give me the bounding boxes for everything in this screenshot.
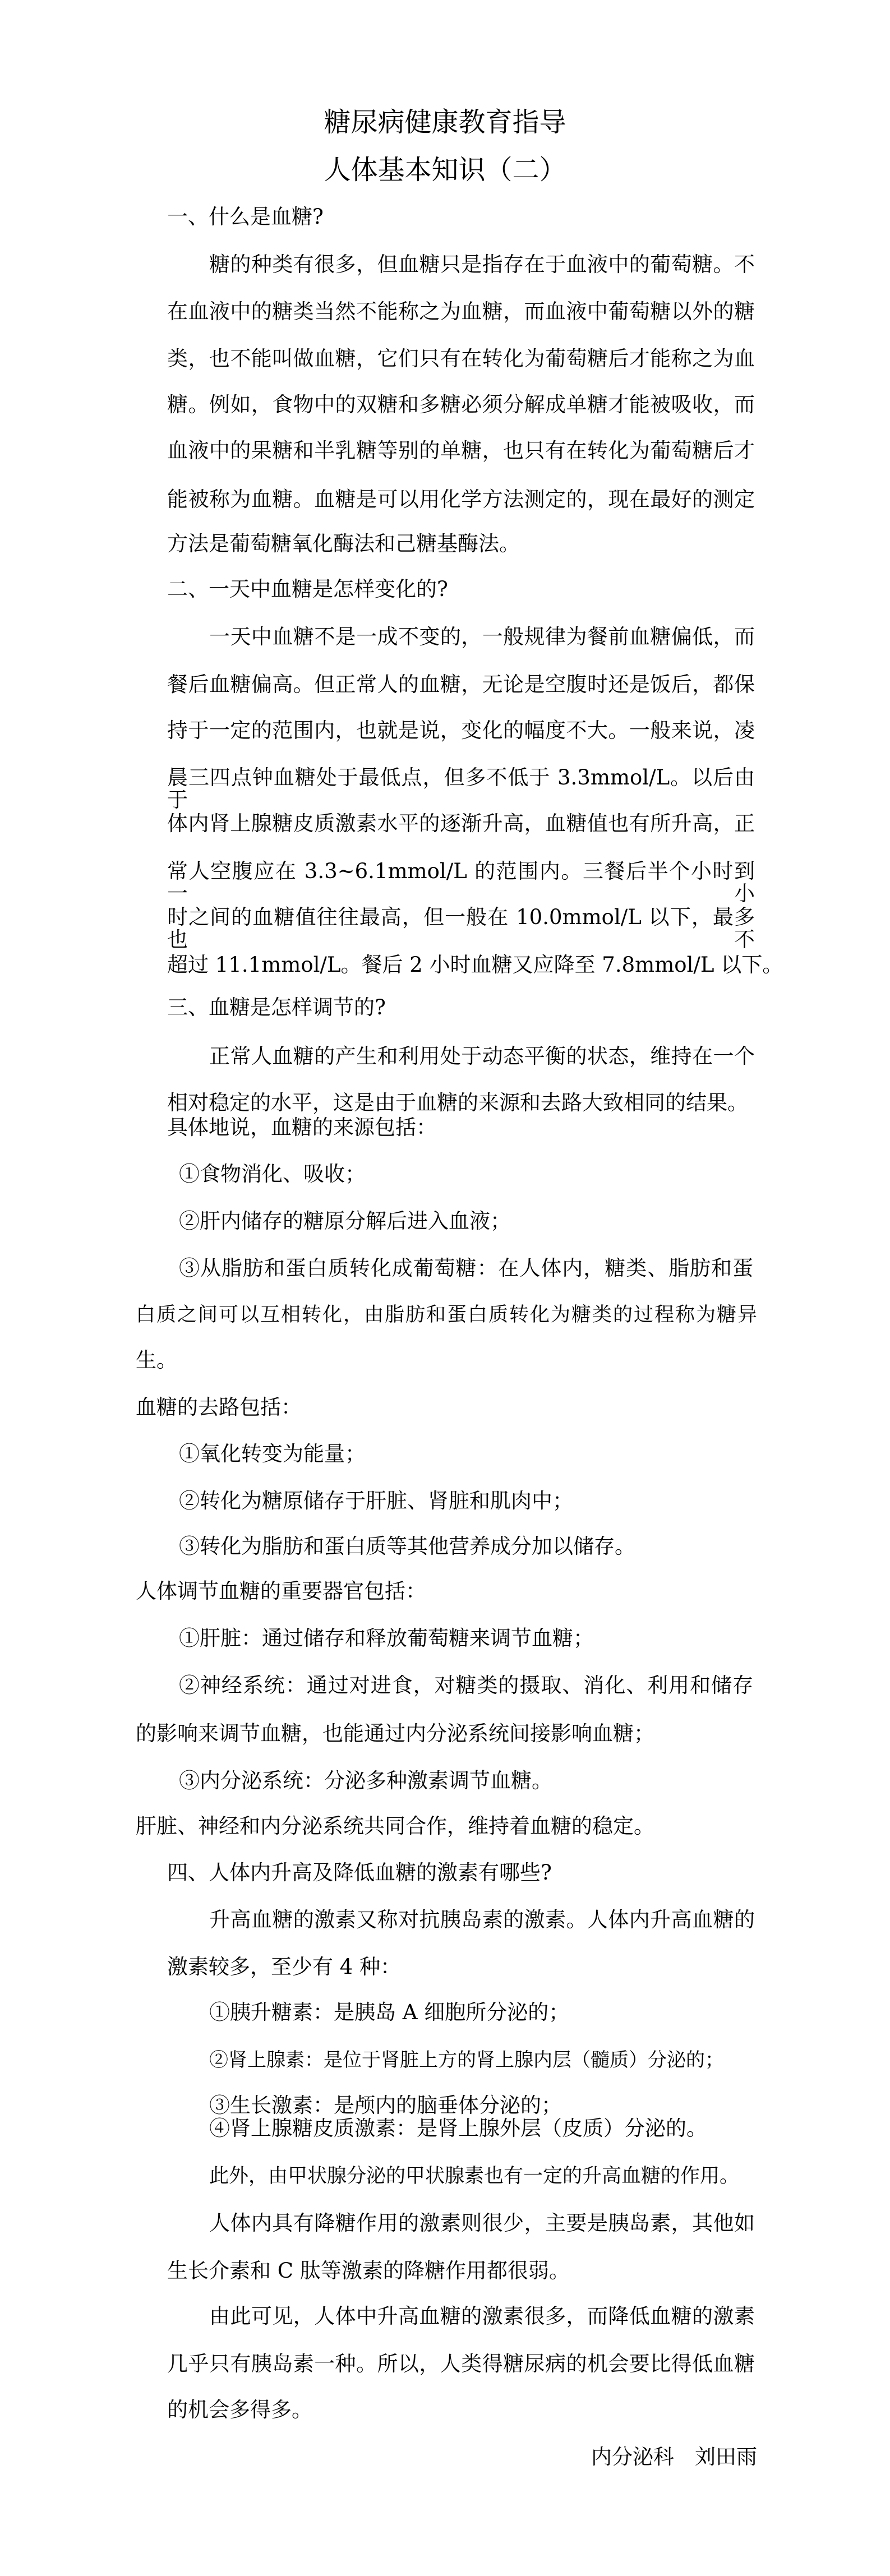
paragraph-line: 一天中血糖不是一成不变的，一般规律为餐前血糖偏低，而	[209, 625, 755, 649]
paragraph-line: 几乎只有胰岛素一种。所以，人类得糖尿病的机会要比得低血糖	[167, 2352, 755, 2376]
document-title: 糖尿病健康教育指导	[324, 107, 566, 138]
paragraph-line: 能被称为血糖。血糖是可以用化学方法测定的，现在最好的测定	[167, 487, 755, 511]
hormone-item: ①胰升糖素：是胰岛 A 细胞所分泌的；	[209, 2000, 570, 2024]
paragraph-line: 人体内具有降糖作用的激素则很少，主要是胰岛素，其他如	[209, 2211, 755, 2235]
paragraph-line: 餐后血糖偏高。但正常人的血糖，无论是空腹时还是饭后，都保	[167, 672, 755, 696]
organs-label: 人体调节血糖的重要器官包括：	[136, 1579, 426, 1603]
paragraph-line: 血液中的果糖和半乳糖等别的单糖，也只有在转化为葡萄糖后才	[167, 438, 755, 463]
author-signature: 内分泌科 刘田雨	[591, 2445, 757, 2469]
source-item: ②肝内储存的糖原分解后进入血液；	[179, 1209, 511, 1233]
paragraph-line: 体内肾上腺糖皮质激素水平的逐渐升高，血糖值也有所升高，正	[167, 811, 755, 835]
paragraph-line: 正常人血糖的产生和利用处于动态平衡的状态，维持在一个	[209, 1044, 755, 1068]
sink-item: ③转化为脂肪和蛋白质等其他营养成分加以储存。	[179, 1534, 635, 1558]
hormone-item: ②肾上腺素：是位于肾脏上方的肾上腺内层（髓质）分泌的；	[209, 2049, 724, 2071]
paragraph-line: 常人空腹应在 3.3~6.1mmol/L 的范围内。三餐后半个小时到一小	[167, 859, 755, 906]
section-1-heading: 一、什么是血糖?	[167, 205, 324, 229]
source-item: ①食物消化、吸收；	[179, 1162, 366, 1186]
paragraph-line: 方法是葡萄糖氧化酶法和己糖基酶法。	[167, 532, 520, 556]
sink-item: ①氧化转变为能量；	[179, 1442, 366, 1466]
section-4-heading: 四、人体内升高及降低血糖的激素有哪些?	[167, 1861, 552, 1885]
source-item-continued: 白质之间可以互相转化，由脂肪和蛋白质转化为糖类的过程称为糖异	[136, 1304, 757, 1326]
paragraph-line: 相对稳定的水平，这是由于血糖的来源和去路大致相同的结果。	[167, 1091, 748, 1115]
organ-item: ②神经系统：通过对进食，对糖类的摄取、消化、利用和储存	[179, 1673, 753, 1697]
hormone-item: ③生长激素：是颅内的脑垂体分泌的；	[209, 2093, 562, 2117]
paragraph-line: 持于一定的范围内，也就是说，变化的幅度不大。一般来说，凌	[167, 718, 755, 742]
paragraph-line: 在血液中的糖类当然不能称之为血糖，而血液中葡萄糖以外的糖	[167, 299, 755, 324]
paragraph-line: 类，也不能叫做血糖，它们只有在转化为葡萄糖后才能称之为血	[167, 347, 755, 371]
paragraph-line: 升高血糖的激素又称对抗胰岛素的激素。人体内升高血糖的	[209, 1908, 755, 1932]
section-2-heading: 二、一天中血糖是怎样变化的?	[167, 577, 448, 601]
organ-item: ①肝脏：通过储存和释放葡萄糖来调节血糖；	[179, 1626, 594, 1650]
organ-item-continued: 的影响来调节血糖，也能通过内分泌系统间接影响血糖；	[136, 1721, 654, 1746]
paragraph-line: 时之间的血糖值往往最高，但一般在 10.0mmol/L 以下，最多也不	[167, 905, 755, 952]
paragraph-line: 糖的种类有很多，但血糖只是指存在于血液中的葡萄糖。不	[209, 252, 755, 276]
section-3-summary: 肝脏、神经和内分泌系统共同合作，维持着血糖的稳定。	[136, 1814, 654, 1838]
paragraph-line: 生长介素和 C 肽等激素的降糖作用都很弱。	[167, 2259, 570, 2283]
paragraph-line: 糖。例如，食物中的双糖和多糖必须分解成单糖才能被吸收，而	[167, 393, 755, 417]
paragraph-line: 晨三四点钟血糖处于最低点，但多不低于 3.3mmol/L。以后由于	[167, 765, 755, 812]
sinks-label: 血糖的去路包括：	[136, 1395, 302, 1419]
paragraph-line: 此外，由甲状腺分泌的甲状腺素也有一定的升高血糖的作用。	[209, 2165, 740, 2187]
section-3-heading: 三、血糖是怎样调节的?	[167, 995, 386, 1019]
paragraph-line: 具体地说，血糖的来源包括：	[167, 1115, 437, 1139]
document-subtitle: 人体基本知识（二）	[324, 154, 566, 186]
source-item-continued: 生。	[136, 1348, 177, 1372]
paragraph-line: 超过 11.1mmol/L。餐后 2 小时血糖又应降至 7.8mmol/L 以下。	[167, 953, 783, 977]
source-item: ③从脂肪和蛋白质转化成葡萄糖：在人体内，糖类、脂肪和蛋	[179, 1256, 753, 1280]
hormone-item: ④肾上腺糖皮质激素：是肾上腺外层（皮质）分泌的。	[209, 2116, 707, 2140]
paragraph-line: 的机会多得多。	[167, 2398, 312, 2422]
sink-item: ②转化为糖原储存于肝脏、肾脏和肌肉中；	[179, 1489, 573, 1513]
paragraph-line: 由此可见，人体中升高血糖的激素很多，而降低血糖的激素	[209, 2304, 755, 2328]
paragraph-line: 激素较多，至少有 4 种：	[167, 1955, 402, 1979]
organ-item: ③内分泌系统：分泌多种激素调节血糖。	[179, 1769, 552, 1793]
